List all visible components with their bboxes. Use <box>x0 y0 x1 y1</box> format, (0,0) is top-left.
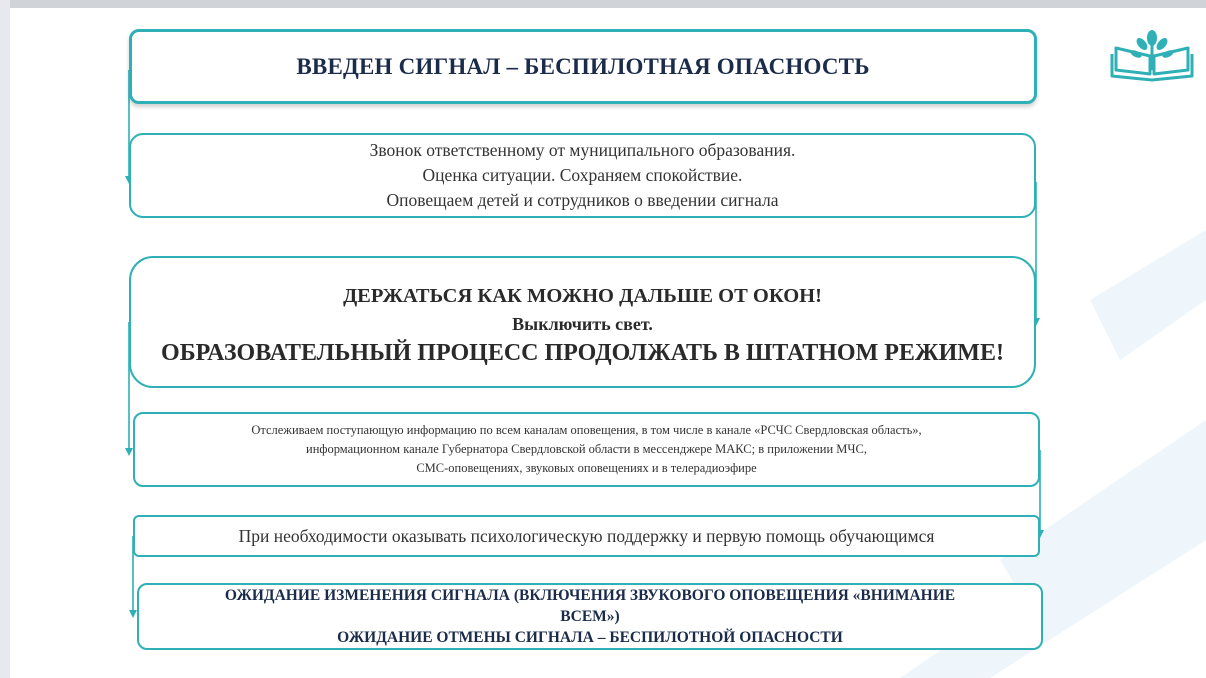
step-await-signal-change <box>137 583 1043 650</box>
step-line: ОБРАЗОВАТЕЛЬНЫЙ ПРОЦЕСС ПРОДОЛЖАТЬ В ШТАТНОМ РЕЖИМЕ! <box>161 340 1004 366</box>
step-line: Оповещаем детей и сотрудников о введении сигнала <box>386 190 779 210</box>
step-line: Отслеживаем поступающую информацию по всем каналам оповещения, в том числе в канале «РСЧС Свердловская область», <box>251 423 922 437</box>
step-psychological-support <box>133 515 1040 557</box>
step-line: ОЖИДАНИЕ ИЗМЕНЕНИЯ СИГНАЛА (ВКЛЮЧЕНИЯ ЗВУКОВОГО ОПОВЕЩЕНИЯ «ВНИМАНИЕ <box>224 587 956 604</box>
step-call-assess-notify <box>129 133 1036 218</box>
step-line: ВСЕМ») <box>560 608 620 625</box>
step-line: Звонок ответственному от муниципального образования. <box>369 140 796 160</box>
step-line: Оценка ситуации. Сохраняем спокойствие. <box>422 165 743 185</box>
step-line: Выключить свет. <box>512 314 653 334</box>
step-line: ОЖИДАНИЕ ОТМЕНЫ СИГНАЛА – БЕСПИЛОТНОЙ ОПАСНОСТИ <box>337 629 843 646</box>
step-monitor-information <box>133 412 1040 487</box>
step-line: ДЕРЖАТЬСЯ КАК МОЖНО ДАЛЬШЕ ОТ ОКОН! <box>343 285 822 307</box>
step-safety-instructions <box>129 256 1036 388</box>
step-line: При необходимости оказывать психологическую поддержку и первую помощь обучающимся <box>238 525 935 546</box>
step-line: СМС-оповещениях, звуковых оповещениях и в телерадиоэфире <box>416 461 757 475</box>
step-signal-title <box>129 29 1037 104</box>
signal-title-text: ВВЕДЕН СИГНАЛ – БЕСПИЛОТНАЯ ОПАСНОСТЬ <box>296 53 870 79</box>
step-line: информационном канале Губернатора Свердловской области в мессенджере МАКС; в приложении МЧС, <box>306 442 867 456</box>
